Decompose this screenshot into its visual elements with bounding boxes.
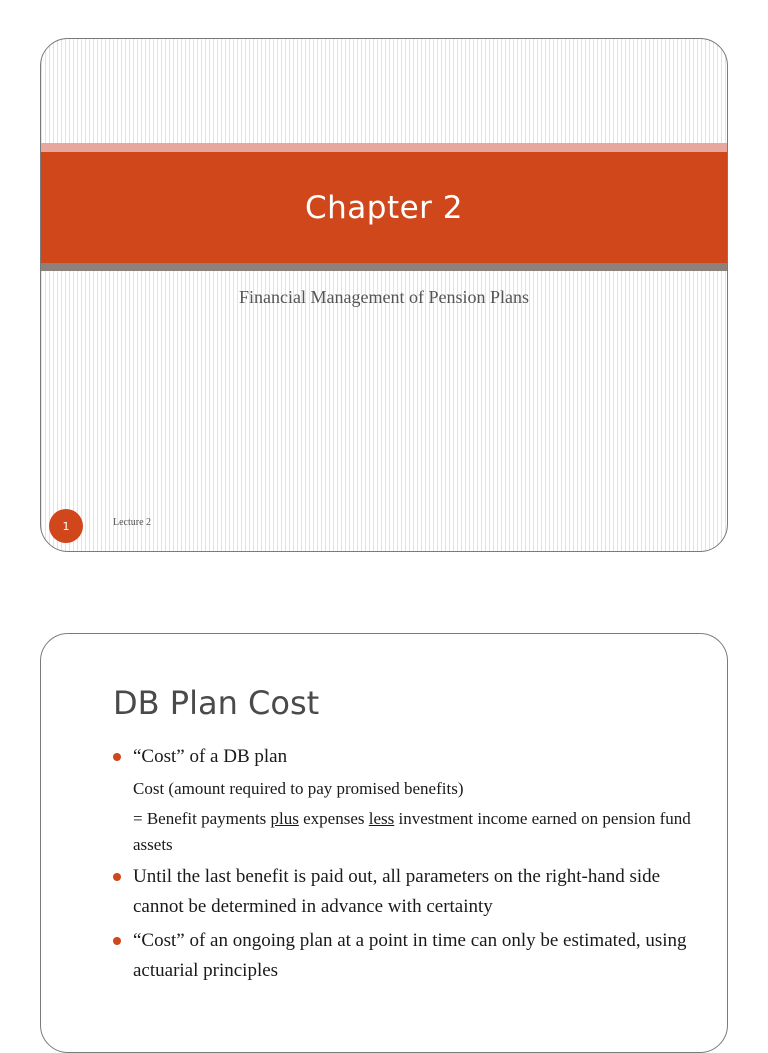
content-slide: [40, 633, 728, 1053]
title-bottom-stripe: [41, 263, 727, 271]
bullet-item: [113, 862, 713, 922]
formula-part: investment income earned on pension fund assets: [133, 809, 691, 854]
bullet-text: “Cost” of a DB plan: [133, 746, 288, 767]
bullet-text: Until the last benefit is paid out, all parameters on the right-hand side cannot be determined in advance with certainty: [133, 866, 661, 917]
content-slide-title: DB Plan Cost: [113, 684, 320, 722]
bullet-item: [113, 742, 713, 772]
formula-part: = Benefit payments: [133, 809, 271, 828]
bullet-text: “Cost” of an ongoing plan at a point in time can only be estimated, using actuarial principles: [133, 930, 687, 981]
formula-plus: plus: [270, 809, 299, 828]
formula-less: less: [368, 809, 395, 828]
formula-part: expenses: [298, 809, 369, 828]
bullet-item: [113, 926, 713, 986]
bullet-dot-icon: [113, 937, 121, 945]
title-top-stripe: [41, 143, 727, 152]
title-band: [41, 152, 727, 263]
slide-subtitle: Financial Management of Pension Plans: [239, 287, 529, 307]
bullet-list: [113, 742, 713, 986]
page-number-badge: [49, 509, 83, 543]
title-slide: [40, 38, 728, 552]
bullet-dot-icon: [113, 753, 121, 761]
sub-item-formula: [113, 806, 713, 858]
slide-title: Chapter 2: [304, 189, 464, 226]
sub-item: Cost (amount required to pay promised benefits): [133, 779, 464, 798]
page-number: 1: [62, 519, 70, 533]
bullet-dot-icon: [113, 873, 121, 881]
slide-footer: Lecture 2: [113, 517, 152, 528]
